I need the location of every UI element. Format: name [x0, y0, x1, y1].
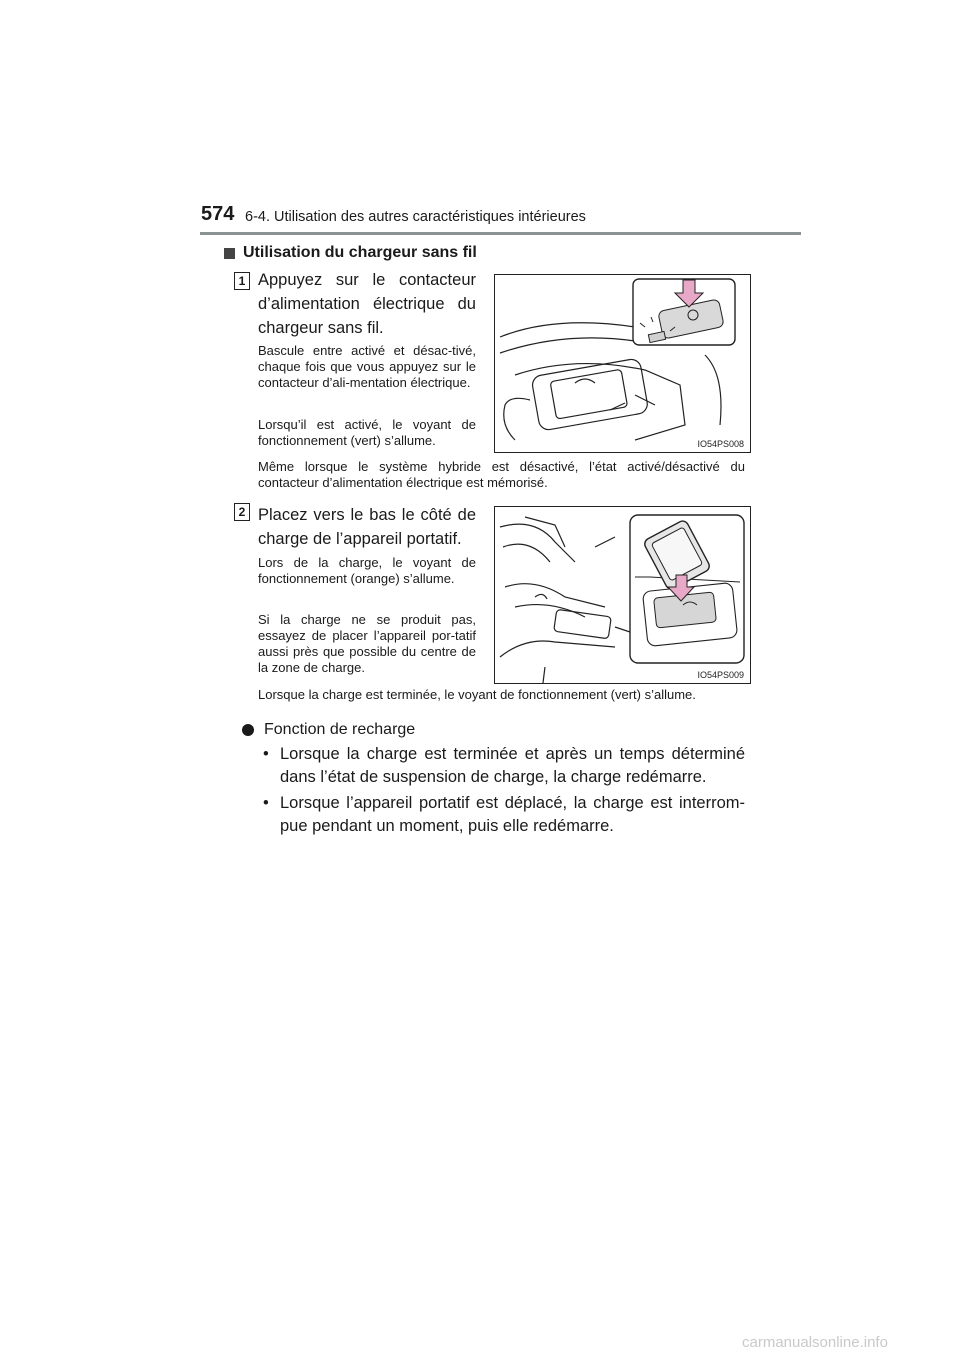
heading-text: Utilisation du chargeur sans fil — [243, 244, 477, 261]
step-1-after-note: Même lorsque le système hybride est désactivé, l’état activé/désactivé du contacteur d’alimentation électrique est mémorisé. — [258, 459, 745, 490]
step-2-title: Placez vers le bas le côté de charge de l’appareil portatif. — [258, 506, 476, 548]
step-2-note-1: Lors de la charge, le voyant de fonctionnement (orange) s’allume. — [258, 555, 476, 586]
step-2-note-2: Si la charge ne se produit pas, essayez de placer l’appareil por-tatif aussi près que possible du centre de la zone de charge. — [258, 612, 476, 675]
header-rule — [200, 232, 801, 235]
figure-phone-placement — [494, 506, 751, 684]
section-header: 6-4. Utilisation des autres caractéristiques intérieures — [245, 209, 586, 225]
step-1-note-1: Bascule entre activé et désac-tivé, chaque fois que vous appuyez sur le contacteur d’ali-mentation électrique. — [258, 343, 476, 390]
bullet-dot-icon — [242, 724, 254, 736]
charger-switch-illustration — [495, 275, 750, 452]
bullet-icon: • — [263, 794, 269, 812]
watermark: carmanualsonline.info — [742, 1334, 888, 1351]
recharge-title: Fonction de recharge — [264, 721, 416, 738]
figure-1-code: IO54PS008 — [697, 439, 744, 449]
bullet-icon: • — [263, 745, 269, 763]
step-1-note-2: Lorsqu’il est activé, le voyant de fonctionnement (vert) s’allume. — [258, 417, 476, 448]
section-heading — [224, 244, 477, 262]
figure-charger-switch — [494, 274, 751, 453]
heading-square-icon — [224, 248, 235, 259]
phone-placement-illustration — [495, 507, 750, 683]
step-1-badge: 1 — [234, 272, 250, 290]
recharge-item-1-text: Lorsque la charge est terminée et après un temps déterminé dans l’état de suspension de charge, la charge redémarre. — [280, 745, 745, 786]
step-1-title: Appuyez sur le contacteur d’alimentation électrique du chargeur sans fil. — [258, 271, 476, 337]
recharge-item-2-text: Lorsque l’appareil portatif est déplacé, la charge est interrom-pue pendant un moment, puis elle redémarre. — [280, 794, 745, 835]
figure-2-code: IO54PS009 — [697, 670, 744, 680]
step-2-badge: 2 — [234, 503, 250, 521]
recharge-heading — [242, 721, 415, 739]
step-2-after-note: Lorsque la charge est terminée, le voyant de fonctionnement (vert) s’allume. — [258, 687, 696, 702]
page-number: 574 — [201, 203, 235, 225]
